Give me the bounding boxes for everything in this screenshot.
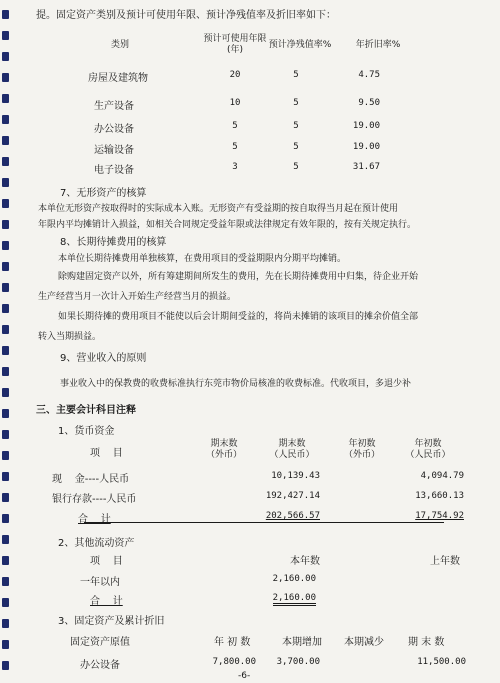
- fa-header-begin: 年 初 数: [214, 637, 251, 648]
- rate-row-years: 3: [232, 162, 238, 172]
- section-7-para: 年限内平均摊销计入损益，如相关合同规定受益年限或法律规定有效年限的，按有关规定执行。: [38, 220, 417, 230]
- rate-row-rate: 19.00: [352, 121, 380, 131]
- header-rate: 年折旧率%: [355, 40, 401, 50]
- cash-header-end-rmb: 期末数 （人民币）: [269, 439, 315, 460]
- cash-total-end-rmb: 202,566.57: [265, 511, 320, 521]
- rate-row-residual: 5: [293, 121, 299, 131]
- cash-row-item: 银行存款----人民币: [52, 494, 137, 505]
- fa-header-decrease: 本期减少: [344, 637, 384, 648]
- rate-row-years: 5: [232, 142, 238, 152]
- rate-row-years: 10: [229, 98, 241, 108]
- section-8-title: 8、长期待摊费用的核算: [60, 237, 167, 248]
- section-7-title: 7、无形资产的核算: [60, 188, 147, 199]
- section-9-title: 9、营业收入的原则: [60, 353, 147, 364]
- other-row-current: 2,160.00: [272, 574, 316, 584]
- cash-header-item: 项 目: [90, 448, 123, 459]
- cash-title: 1、货币资金: [58, 426, 115, 437]
- fa-header-item: 固定资产原值: [70, 637, 130, 648]
- rate-row-rate: 31.67: [352, 162, 380, 172]
- fa-header-end: 期 末 数: [408, 637, 445, 648]
- fa-row-item: 办公设备: [80, 660, 120, 671]
- section-8-para: 转入当期损益。: [38, 332, 102, 342]
- cash-row-end-rmb: 192,427.14: [265, 491, 320, 501]
- section-8-para: 本单位长期待摊费用单独核算，在费用项目的受益期限内分期平均摊销。: [58, 254, 347, 264]
- other-header-prior: 上年数: [430, 556, 460, 567]
- section-8-para: 如果长期待摊的费用项目不能使以后会计期间受益的，将尚未摊销的该项目的摊余价值全部: [58, 312, 419, 322]
- cash-row-begin-rmb: 4,094.79: [420, 471, 464, 481]
- fa-row-end: 11,500.00: [417, 657, 466, 667]
- other-header-current: 本年数: [290, 556, 320, 567]
- rate-row-category: 运输设备: [94, 145, 134, 156]
- cash-header-begin-rmb: 年初数 （人民币）: [405, 439, 451, 460]
- cash-total-rule: [84, 522, 444, 523]
- fa-header-increase: 本期增加: [282, 637, 322, 648]
- rate-row-rate: 9.50: [358, 98, 380, 108]
- part-3-title: 三、主要会计科目注释: [36, 405, 136, 416]
- header-category: 类别: [110, 40, 129, 50]
- rate-row-residual: 5: [293, 142, 299, 152]
- cash-row-begin-rmb: 13,660.13: [415, 491, 464, 501]
- rate-row-rate: 19.00: [352, 142, 380, 152]
- section-7-para: 本单位无形资产按取得时的实际成本入账。无形资产有受益期的按自取得当月起在预计使用: [38, 204, 399, 214]
- cash-total-label: 合 计: [78, 514, 111, 525]
- cash-header-begin-fc: 年初数 （外币）: [343, 439, 380, 460]
- intro-text: 提。固定资产类别及预计可使用年限、预计净残值率及折旧率如下：: [36, 10, 336, 21]
- binding-holes: [0, 0, 14, 683]
- rate-row-residual: 5: [293, 98, 299, 108]
- cash-row-end-rmb: 10,139.43: [271, 471, 320, 481]
- other-total-current: 2,160.00: [250, 593, 316, 603]
- cash-header-end-fc: 期末数 （外币）: [205, 439, 242, 460]
- other-current-title: 2、其他流动资产: [58, 538, 135, 549]
- other-row-item: 一年以内: [80, 577, 120, 588]
- rate-row-category: 生产设备: [94, 101, 134, 112]
- section-9-para: 事业收入中的保教费的收费标准执行东莞市物价局核准的收费标准。代收项目，多退少补: [60, 379, 412, 389]
- rate-row-years: 5: [232, 121, 238, 131]
- rate-row-rate: 4.75: [358, 70, 380, 80]
- rate-row-category: 电子设备: [94, 165, 134, 176]
- header-years: 预计可使用年限(年): [203, 34, 267, 55]
- fa-row-begin: 7,800.00: [212, 657, 256, 667]
- header-residual: 预计净残值率%: [268, 40, 332, 50]
- cash-total-begin-rmb: 17,754.92: [415, 511, 464, 521]
- other-header-item: 项 目: [90, 556, 123, 567]
- rate-row-category: 房屋及建筑物: [88, 73, 148, 84]
- rate-row-years: 20: [229, 70, 241, 80]
- other-total-label: 合 计: [90, 596, 123, 607]
- rate-row-category: 办公设备: [94, 124, 134, 135]
- page-number: -6-: [238, 671, 251, 681]
- fa-row-increase: 3,700.00: [276, 657, 320, 667]
- section-8-para: 除购建固定资产以外，所有筹建期间所发生的费用，先在长期待摊费用中归集，待企业开始: [58, 272, 419, 282]
- cash-row-item: 现 金----人民币: [52, 474, 130, 485]
- rate-row-residual: 5: [293, 70, 299, 80]
- fixed-assets-title: 3、固定资产及累计折旧: [58, 616, 165, 627]
- section-8-para: 生产经营当月一次计入开始生产经营当月的损益。: [38, 292, 237, 302]
- rate-row-residual: 5: [293, 162, 299, 172]
